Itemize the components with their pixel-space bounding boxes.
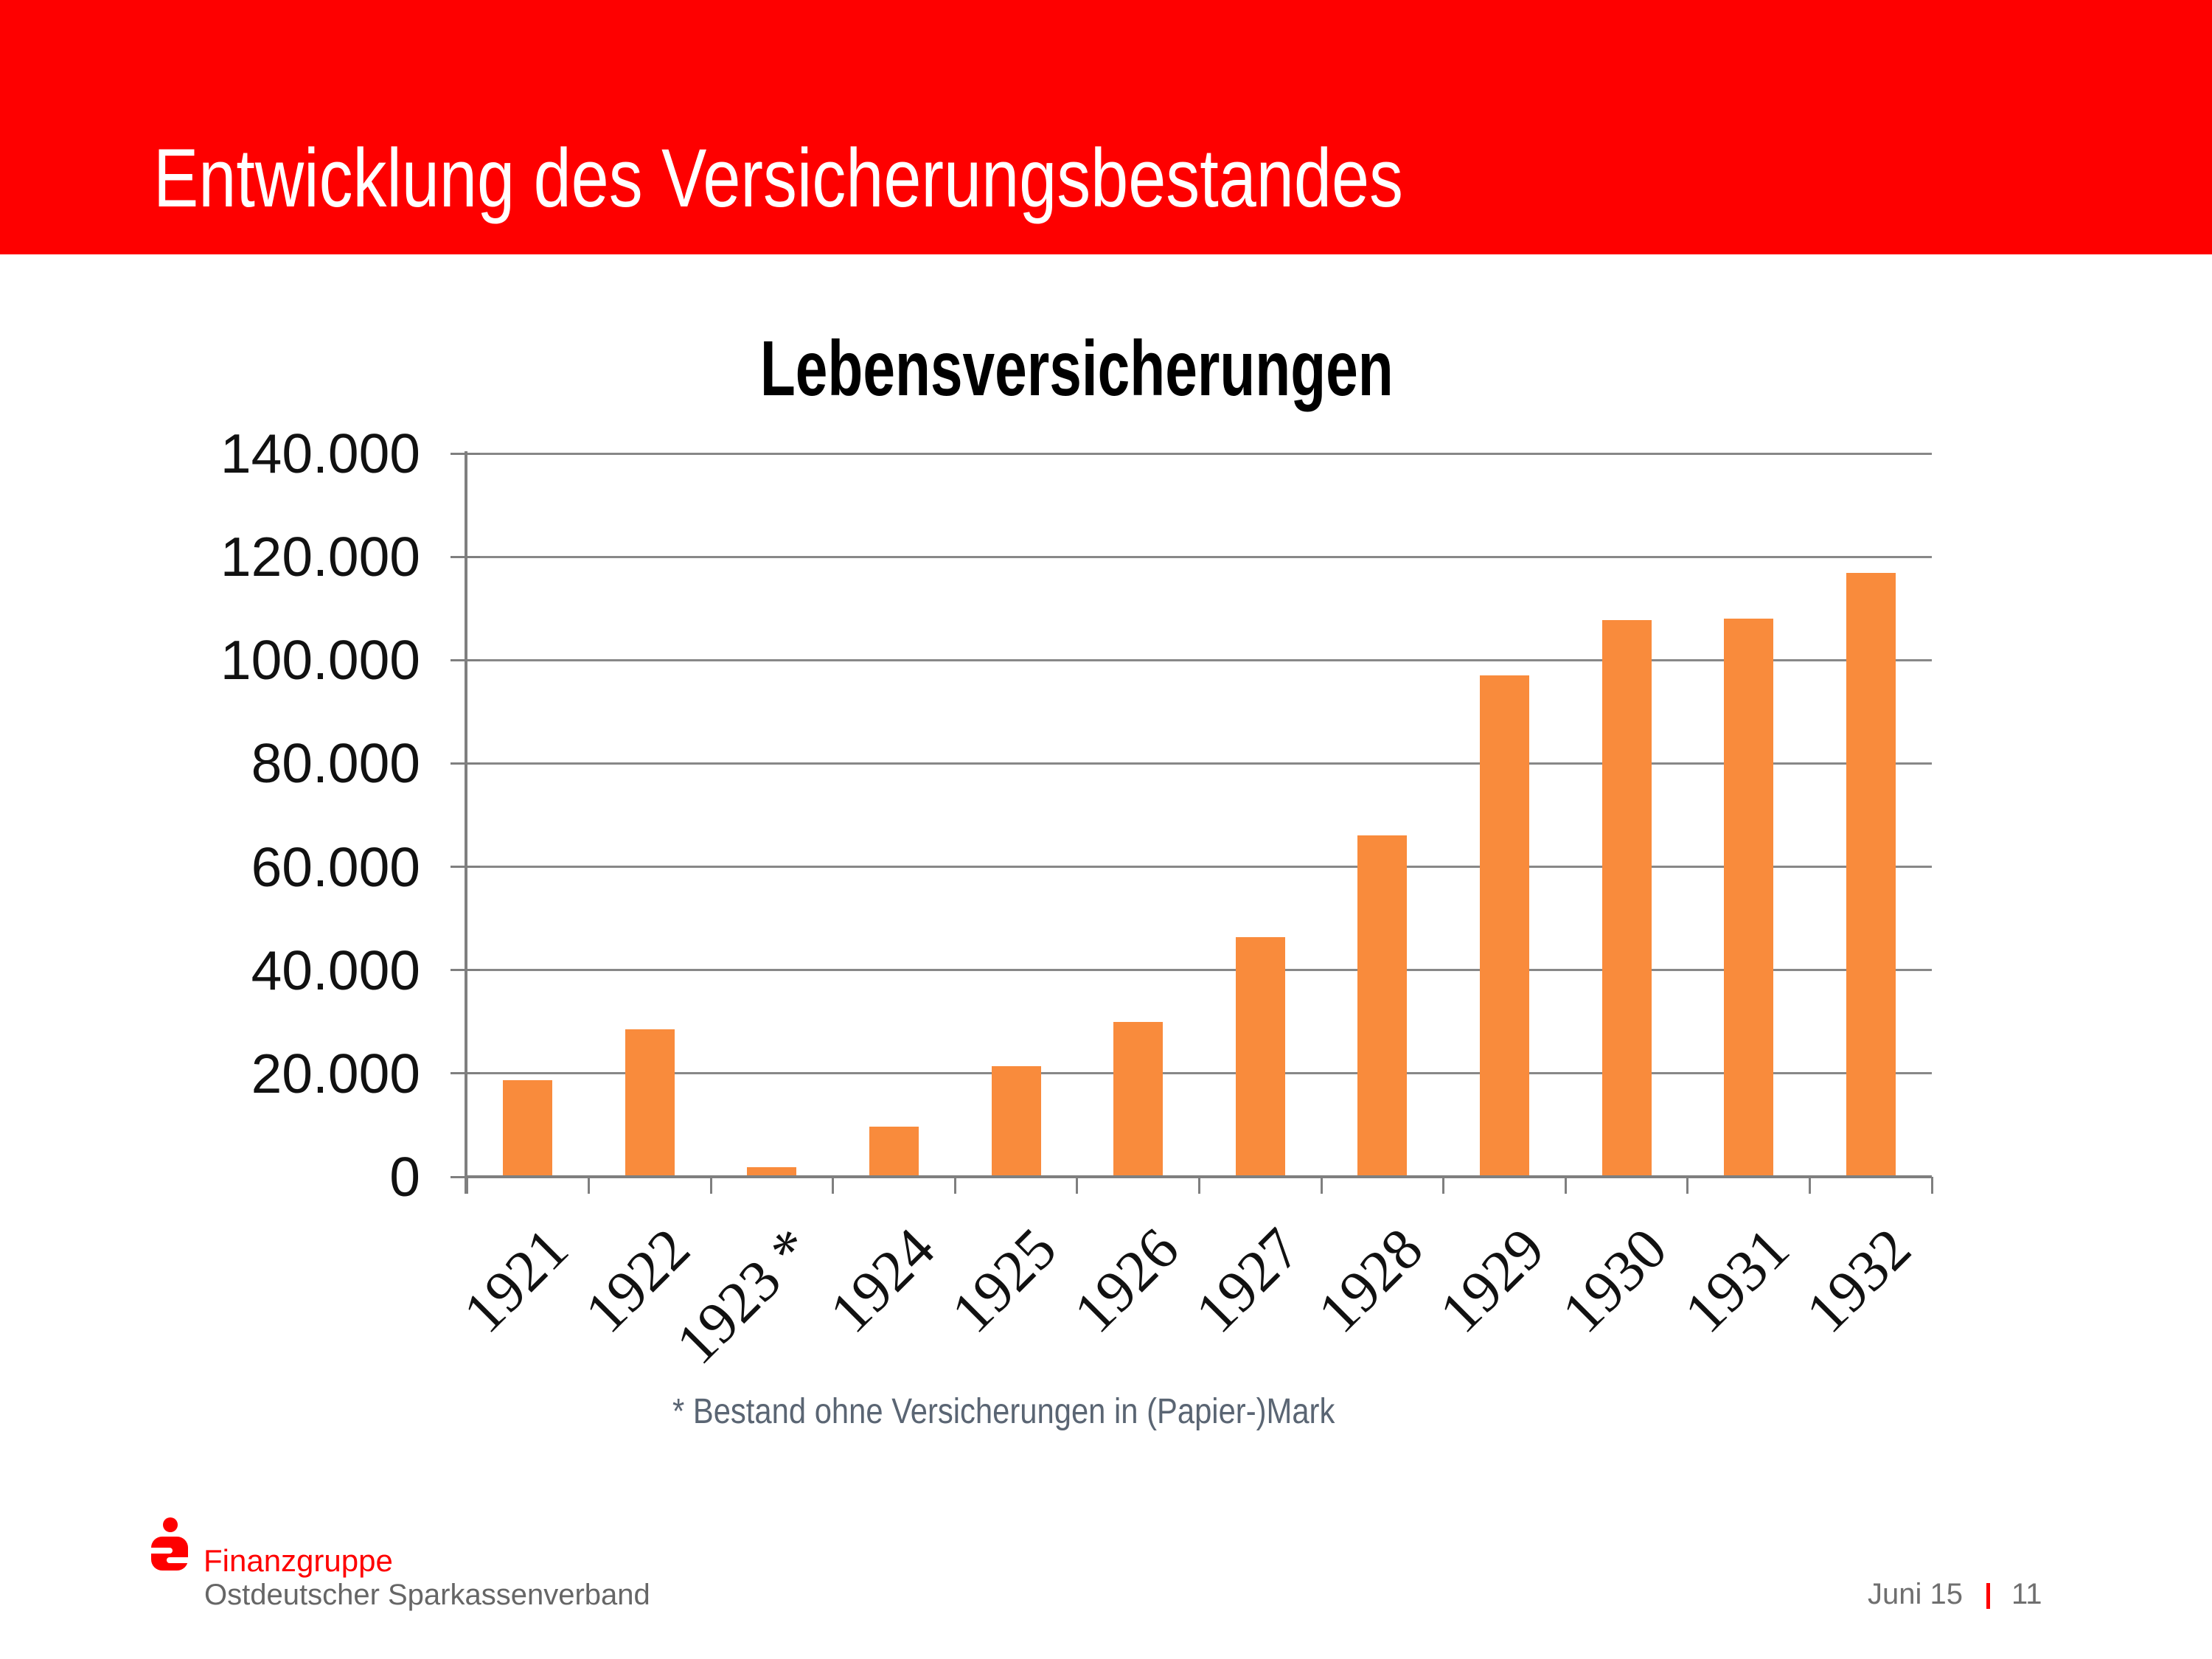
x-axis-tick: [466, 1177, 468, 1194]
bar-1932: [1846, 573, 1896, 1177]
x-axis-label: 1926: [1061, 1216, 1192, 1346]
x-axis-tick: [1442, 1177, 1444, 1194]
x-axis-tick: [1198, 1177, 1200, 1194]
y-gridline: [467, 556, 1932, 558]
y-gridline: [467, 866, 1932, 868]
x-axis-tick: [1931, 1177, 1933, 1194]
bar-1924: [869, 1127, 919, 1177]
x-axis-tick: [1809, 1177, 1811, 1194]
y-axis-tick: [451, 762, 480, 765]
x-axis-label: 1924: [817, 1216, 947, 1346]
x-axis-tick: [1686, 1177, 1688, 1194]
footer-date: Juni 15: [1868, 1578, 1963, 1610]
y-axis-label: 0: [389, 1146, 420, 1208]
bar-1931: [1724, 619, 1773, 1177]
x-axis-tick: [1321, 1177, 1323, 1194]
x-axis-label: 1927: [1183, 1216, 1313, 1346]
y-gridline: [467, 453, 1932, 455]
bar-1922: [625, 1029, 675, 1177]
y-axis-label: 60.000: [251, 835, 420, 898]
x-axis-label: 1925: [939, 1216, 1069, 1346]
x-axis-label: 1930: [1550, 1216, 1680, 1346]
chart-footnote-text: * Bestand ohne Versicherungen in (Papier-)Mark: [672, 1392, 1335, 1431]
chart-title-text: Lebensversicherungen: [759, 325, 1394, 412]
slide-title-text: Entwicklung des Versicherungsbestandes: [153, 132, 1403, 224]
x-axis-tick: [588, 1177, 590, 1194]
x-axis-label: 1932: [1794, 1216, 1924, 1346]
y-axis-tick: [451, 556, 480, 558]
bar-1927: [1236, 937, 1285, 1177]
x-axis-label: 1922: [573, 1216, 703, 1346]
chart-footnote: [672, 1391, 1434, 1433]
y-gridline: [467, 1072, 1932, 1074]
footer-organization: Ostdeutscher Sparkassenverband: [204, 1579, 650, 1611]
bar-1930: [1602, 620, 1652, 1177]
x-axis-label: 1929: [1427, 1216, 1557, 1346]
x-axis-label: 1928: [1306, 1216, 1436, 1346]
y-gridline: [467, 659, 1932, 661]
x-axis-label: 1921: [451, 1216, 581, 1346]
y-axis-tick: [451, 659, 480, 661]
bar-1928: [1357, 835, 1407, 1177]
y-axis-label: 140.000: [220, 422, 420, 484]
x-axis-tick: [832, 1177, 834, 1194]
x-axis-label: 1931: [1672, 1216, 1802, 1346]
y-axis-tick: [451, 453, 480, 455]
y-axis-line: [465, 451, 467, 1194]
y-axis-tick: [451, 969, 480, 971]
footer-brand: Finanzgruppe: [204, 1543, 393, 1578]
y-axis-label: 40.000: [251, 939, 420, 1001]
y-gridline: [467, 762, 1932, 765]
x-axis-tick: [1076, 1177, 1078, 1194]
bar-1926: [1113, 1022, 1163, 1177]
y-axis-tick: [451, 866, 480, 868]
y-axis-tick: [451, 1072, 480, 1074]
x-axis-tick: [954, 1177, 956, 1194]
footer-page-number: 11: [2011, 1578, 2042, 1610]
sparkassen-s-icon: [150, 1517, 189, 1572]
y-axis-label: 100.000: [220, 629, 420, 692]
footer-separator: [1986, 1583, 1990, 1609]
y-axis-label: 20.000: [251, 1042, 420, 1105]
bar-1925: [992, 1066, 1041, 1177]
x-axis-label: 1923 *: [664, 1216, 825, 1377]
bar-1921: [503, 1080, 552, 1177]
y-axis-label: 120.000: [220, 526, 420, 588]
x-axis-tick: [710, 1177, 712, 1194]
bar-1929: [1480, 675, 1529, 1177]
x-axis-tick: [1565, 1177, 1567, 1194]
y-axis-label: 80.000: [251, 732, 420, 795]
y-gridline: [467, 969, 1932, 971]
